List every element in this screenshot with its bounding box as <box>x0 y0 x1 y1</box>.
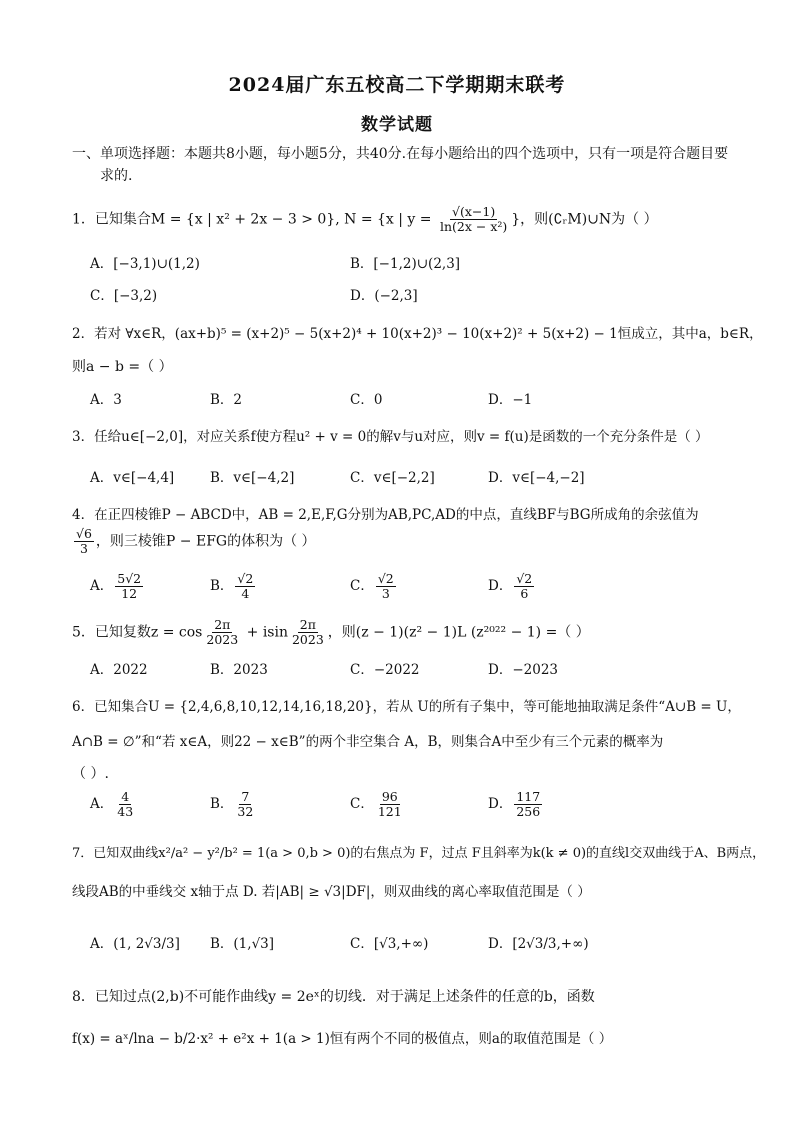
fraction-numerator: 2π <box>214 617 231 632</box>
fraction-denominator: 2023 <box>206 632 239 647</box>
fraction-denominator: 2023 <box>291 632 324 647</box>
option-label: A． <box>90 796 114 812</box>
question-8-line1: 8．已知过点(2,b)不可能作曲线y = 2eˣ的切线．对于满足上述条件的任意的b，函数 <box>72 989 595 1005</box>
option-label: B． <box>210 796 234 812</box>
question-5-option-c: C．−2022 <box>350 662 420 678</box>
question-3-line1: 3．任给u∈[−2,0]，对应关系f使方程u² + v = 0的解v与u对应，则v = f(u)是函数的一个充分条件是（ ） <box>72 429 709 445</box>
question-4-line2: ，则三棱锥P − EFG的体积为（ ） <box>95 533 316 550</box>
question-5-option-a: A．2022 <box>90 662 148 678</box>
fraction-numerator: 2π <box>299 617 316 632</box>
question-7-option-d: D．[2√3/3,+∞) <box>488 936 589 952</box>
question-4-line2-wrap <box>72 527 316 556</box>
option-fraction <box>115 790 135 819</box>
question-2-option-c: C．0 <box>350 392 383 408</box>
question-4-fraction <box>74 527 94 556</box>
fraction-numerator: 7 <box>241 789 250 804</box>
question-4-option-d <box>488 572 536 601</box>
question-3-option-c: C．v∈[−2,2] <box>350 470 435 486</box>
question-8-line2: f(x) = aˣ/lna − b/2·x² + e²x + 1(a > 1)恒有两个不同的极值点，则a的取值范围是（ ） <box>72 1031 613 1047</box>
option-fraction <box>376 572 396 601</box>
option-fraction <box>235 790 255 819</box>
fraction-numerator: √2 <box>516 571 533 586</box>
question-6-line1: 6．已知集合U = {2,4,6,8,10,12,14,16,18,20}，若从 U的所有子集中，等可能地抽取满足条件“A∪B = U， <box>72 699 741 715</box>
question-5-stem <box>72 618 590 647</box>
question-1-option-a: A．[−3,1)∪(1,2) <box>90 256 200 272</box>
question-1-option-c: C．[−3,2) <box>90 288 158 304</box>
fraction-denominator: 4 <box>241 586 250 601</box>
option-label: C． <box>350 578 374 594</box>
exam-subtitle: 数学试题 <box>361 115 433 135</box>
question-6-option-b <box>210 790 257 819</box>
option-label: C． <box>350 796 374 812</box>
question-6-line2: A∩B = ∅”和“若 x∈A，则22 − x∈B”的两个非空集合 A，B，则集合A中至少有三个元素的概率为 <box>72 734 664 750</box>
question-4-option-c <box>350 572 398 601</box>
question-5-fraction-1 <box>204 618 240 647</box>
question-1-option-b: B．[−1,2)∪(2,3] <box>350 256 461 272</box>
question-4-option-a <box>90 572 145 601</box>
question-1-stem-a: 1．已知集合M = {x | x² + 2x − 3 > 0}, N = {x | y = <box>72 211 436 228</box>
question-7-option-c: C．[√3,+∞) <box>350 936 429 952</box>
question-3-option-a: A．v∈[−4,4] <box>90 470 175 486</box>
question-7-option-b: B．(1,√3] <box>210 936 275 952</box>
fraction-numerator: √2 <box>237 571 254 586</box>
question-2-option-a: A．3 <box>90 392 122 408</box>
fraction-numerator: √(x−1) <box>452 204 496 219</box>
section-instruction-line2: 求的. <box>100 168 133 184</box>
option-label: D． <box>488 578 513 594</box>
question-7-line2: 线段AB的中垂线交 x轴于点 D. 若|AB| ≥ √3|DF|，则双曲线的离心率取值范围是（ ） <box>72 884 591 900</box>
question-4-line1: 4．在正四棱锥P − ABCD中，AB = 2,E,F,G分别为AB,PC,AD的中点，直线BF与BG所成角的余弦值为 <box>72 507 699 523</box>
question-2-option-d: D．−1 <box>488 392 533 408</box>
fraction-denominator: 43 <box>117 804 134 819</box>
option-label: D． <box>488 796 513 812</box>
question-1-stem-b: }，则(∁ᵣM)∪N为（ ） <box>511 211 658 228</box>
question-6-option-a <box>90 790 137 819</box>
question-5-option-d: D．−2023 <box>488 662 558 678</box>
fraction-denominator: ln(2x − x²) <box>439 219 508 234</box>
question-1-fraction <box>438 205 509 234</box>
question-4-option-b <box>210 572 257 601</box>
fraction-numerator: 5√2 <box>117 571 142 586</box>
question-1-option-d: D．(−2,3] <box>350 288 418 304</box>
fraction-numerator: 117 <box>516 789 541 804</box>
question-7-line1: 7．已知双曲线x²/a² − y²/b² = 1(a > 0,b > 0)的右焦点为 F，过点 F且斜率为k(k ≠ 0)的直线l交双曲线于A、B两点， <box>72 846 766 861</box>
question-5-fraction-2 <box>290 618 326 647</box>
fraction-numerator: √6 <box>76 526 92 541</box>
fraction-numerator: 96 <box>381 789 398 804</box>
question-3-option-d: D．v∈[−4,−2] <box>488 470 585 486</box>
question-1-stem <box>72 205 658 234</box>
question-2-option-b: B．2 <box>210 392 243 408</box>
question-2-line2: 则a − b =（ ） <box>72 359 173 375</box>
question-7-option-a: A．(1, 2√3/3] <box>90 936 180 952</box>
fraction-numerator: 4 <box>121 789 130 804</box>
section-instruction-line1: 一、单项选择题：本题共8小题，每小题5分，共40分.在每小题给出的四个选项中，只有一项是符合题目要 <box>72 146 729 162</box>
option-label: A． <box>90 578 114 594</box>
fraction-denominator: 6 <box>520 586 529 601</box>
option-fraction <box>514 790 542 819</box>
question-2-line1: 2．若对 ∀x∈R，(ax+b)⁵ = (x+2)⁵ − 5(x+2)⁴ + 10(x+2)³ − 10(x+2)² + 5(x+2) − 1恒成立，其中a，b∈R， <box>72 326 763 342</box>
question-6-line3: （ ）. <box>72 766 109 782</box>
question-5-option-b: B．2023 <box>210 662 268 678</box>
option-fraction <box>115 572 143 601</box>
exam-title: 2024届广东五校高二下学期期末联考 <box>228 74 566 96</box>
question-5-stem-c: ，则(z − 1)(z² − 1)L (z²⁰²² − 1) =（ ） <box>327 624 590 641</box>
fraction-denominator: 32 <box>237 804 254 819</box>
option-fraction <box>376 790 404 819</box>
option-label: B． <box>210 578 234 594</box>
fraction-numerator: √2 <box>377 571 394 586</box>
fraction-denominator: 12 <box>121 586 138 601</box>
fraction-denominator: 256 <box>516 804 541 819</box>
question-5-stem-a: 5．已知复数z = cos <box>72 624 203 641</box>
question-5-stem-b: + isin <box>242 624 288 641</box>
question-6-option-c <box>350 790 406 819</box>
question-6-option-d <box>488 790 544 819</box>
option-fraction <box>235 572 255 601</box>
fraction-denominator: 3 <box>381 586 390 601</box>
option-fraction <box>514 572 534 601</box>
question-3-option-b: B．v∈[−4,2] <box>210 470 295 486</box>
fraction-denominator: 121 <box>377 804 402 819</box>
fraction-denominator: 3 <box>79 541 88 556</box>
